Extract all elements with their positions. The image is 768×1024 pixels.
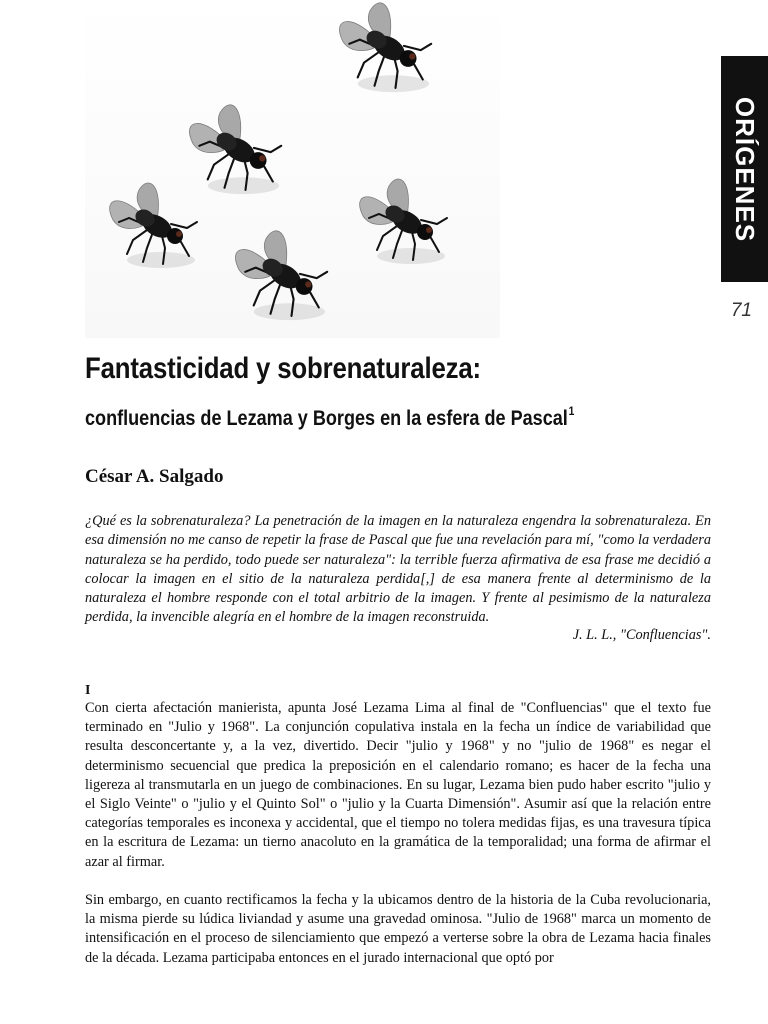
fly-icon — [110, 183, 197, 268]
footnote-marker[interactable]: 1 — [568, 404, 575, 418]
body-paragraph: Sin embargo, en cuanto rectificamos la fecha y la ubicamos dentro de la historia de la Cuba revolucionaria, la misma pierde su lúdica liviandad y asume una gravedad ominosa. "Julio de 1968" marca un momento de intensificación en el proceso de silenciamiento que empezó a verterse sobre la obra de Lezama hacia finales de la década. Lezama participaba entonces en el jurado internacional que optó por — [85, 892, 711, 966]
section-tab — [721, 56, 768, 282]
page-number: 71 — [730, 300, 752, 321]
article-subtitle-text: confluencias de Lezama y Borges en la esfera de Pascal — [85, 407, 568, 430]
article-author: César A. Salgado — [85, 466, 224, 487]
fly-icon — [189, 105, 281, 194]
section-numeral: I — [85, 683, 91, 698]
epigraph-attribution: J. L. L., "Confluencias". — [572, 627, 711, 643]
flies-illustration — [85, 0, 500, 338]
fly-icon — [339, 3, 431, 92]
body-paragraph: Con cierta afectación manierista, apunta José Lezama Lima al final de "Confluencias" que el texto fue terminado en "Julio y 1968". La conjunción copulativa instala en la fecha un índice de variabilidad que resulta desconcertante y, a la vez, divertido. Decir "julio y 1968" y no "julio de 1968" es negar el determinismo secuencial que predica la preposición en el calendario romano; es hacer de la fecha una ligereza al transmutarla en un juego de combinaciones. En su lugar, Lezama bien pudo haber escrito "julio y el Siglo Veinte" o "julio y el Quinto Sol" o "julio y la Cuarta Dimensión". Asumir así que la relación entre categorías temporales es inconexa y accidental, que el tiempo no tolera medidas fijas, es una travesura típica en la escritura de Lezama: un tierno anacoluto en la gramática de la temporalidad; una forma de afirmar el azar al firmar. — [85, 700, 711, 870]
article-subtitle — [85, 404, 574, 431]
article-title: Fantasticidad y sobrenaturaleza: — [85, 352, 481, 385]
fly-icon — [360, 179, 447, 264]
fly-icon — [235, 231, 327, 320]
epigraph: ¿Qué es la sobrenaturaleza? La penetración de la imagen en la naturaleza engendra la sobrenaturaleza. En esa dimensión no me canso de repetir la frase de Pascal que fue una revelación para mí, "como la verdadera naturaleza se ha perdido, todo puede ser naturaleza": la terrible fuerza afirmativa de esa frase me decidió a colocar la imagen en el sitio de la naturaleza perdida[,] de esa manera frente al determinismo de la naturaleza el hombre responde con el total arbitrio de la imagen. Y frente al pesimismo de la naturaleza perdida, la invencible alegría en el hombre de la imagen reconstruida. — [85, 513, 711, 626]
section-tab-label: ORÍGENES — [730, 96, 760, 242]
